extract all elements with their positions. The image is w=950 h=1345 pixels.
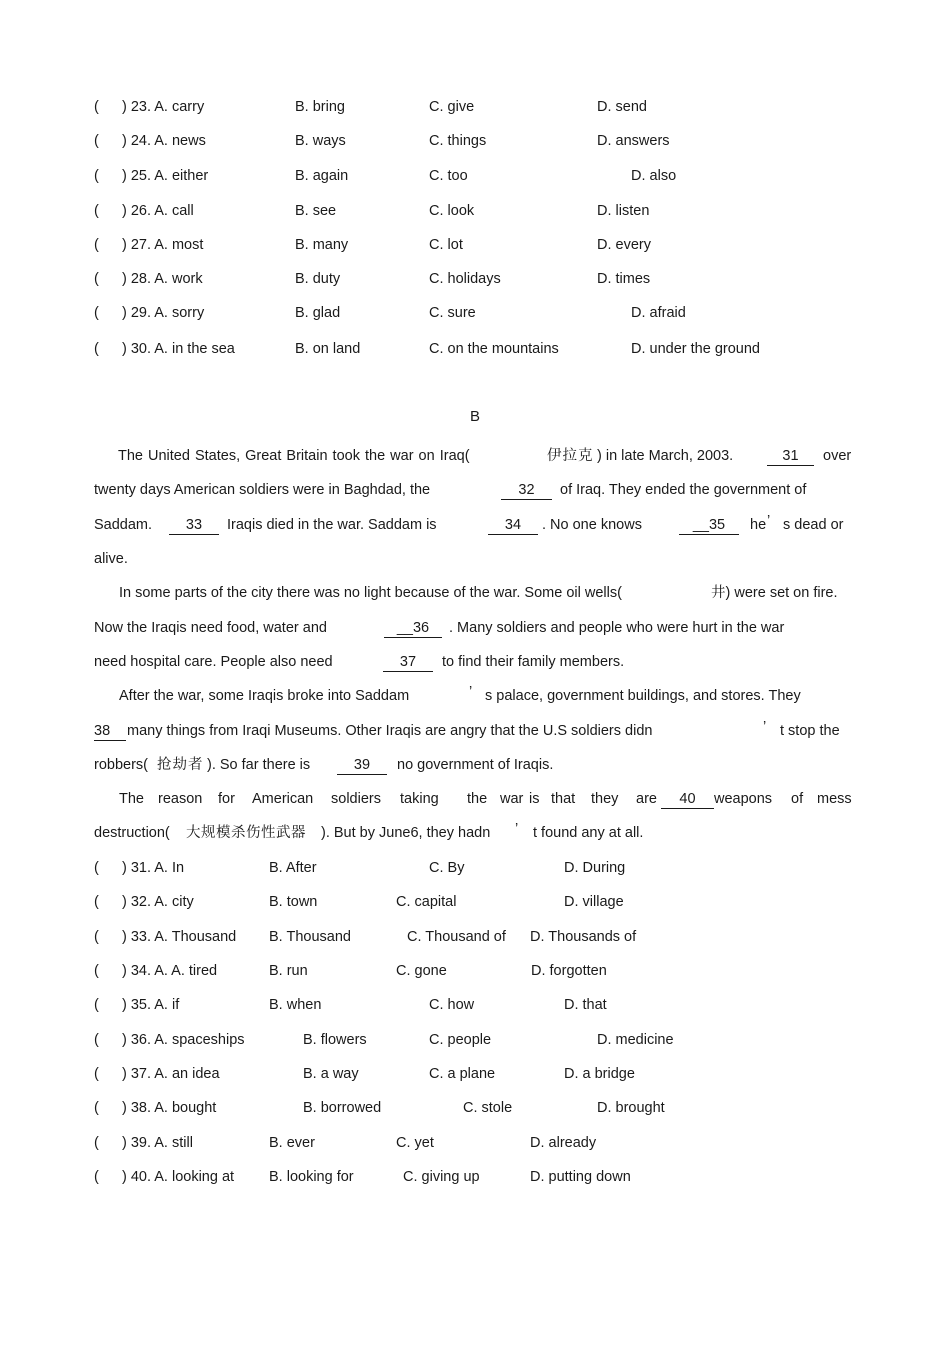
passage-line — [94, 789, 853, 809]
option-d: D. under the ground — [631, 341, 760, 357]
option-c: C. lot — [429, 237, 463, 253]
passage-text: 伊拉克 — [547, 448, 594, 464]
option-d: D. During — [564, 860, 626, 876]
passage-text: mess — [817, 791, 852, 807]
passage-text: he — [750, 517, 767, 533]
option-c: C. people — [429, 1032, 492, 1048]
passage-text: are — [636, 791, 657, 807]
answer-paren[interactable]: ( — [94, 963, 99, 979]
blank-37[interactable] — [383, 652, 433, 672]
option-d: D. afraid — [631, 305, 686, 321]
question-stem: ) 26. A. call — [122, 203, 194, 219]
option-b: B. duty — [295, 271, 341, 287]
passage-text: of — [791, 791, 804, 807]
option-c: C. By — [429, 860, 465, 876]
answer-paren[interactable]: ( — [94, 894, 99, 910]
option-c: C. give — [429, 99, 475, 115]
blank-number: 34 — [488, 516, 538, 535]
blank-38[interactable] — [94, 721, 126, 741]
option-c: C. look — [429, 203, 475, 219]
option-c: C. how — [429, 997, 475, 1013]
answer-paren[interactable]: ( — [94, 203, 99, 219]
answer-paren[interactable]: ( — [94, 99, 99, 115]
passage-text: In some parts of the city there was no light because of the war. Some oil wells( — [119, 585, 622, 601]
question-stem: ) 40. A. looking at — [122, 1169, 235, 1185]
passage-line — [94, 721, 853, 741]
passage-text: reason — [158, 791, 203, 807]
option-d: D. brought — [597, 1100, 665, 1116]
answer-paren[interactable]: ( — [94, 305, 99, 321]
option-d: D. Thousands of — [530, 929, 637, 945]
passage-text: over — [823, 448, 852, 464]
passage-text: Iraqis died in the war. Saddam is — [227, 517, 437, 533]
blank-33[interactable] — [169, 515, 219, 535]
option-d: D. send — [597, 99, 647, 115]
blank-number: 40 — [661, 790, 714, 809]
blank-number: __35 — [679, 516, 739, 535]
option-c: C. holidays — [429, 271, 501, 287]
answer-paren[interactable]: ( — [94, 168, 99, 184]
passage-text: to find their family members. — [442, 654, 625, 670]
blank-36[interactable] — [384, 618, 442, 638]
answer-paren[interactable]: ( — [94, 1066, 99, 1082]
section-heading: B — [469, 408, 480, 425]
question-stem: ) 37. A. an idea — [122, 1066, 220, 1082]
question-stem: ) 38. A. bought — [122, 1100, 217, 1116]
question-stem: ) 29. A. sorry — [122, 305, 205, 321]
option-b: B. see — [295, 203, 337, 219]
passage-text: of Iraq. They ended the government of — [560, 482, 807, 498]
option-c: C. stole — [463, 1100, 513, 1116]
option-b: B. run — [269, 963, 308, 979]
option-c: C. gone — [396, 963, 447, 979]
option-c: C. things — [429, 133, 487, 149]
blank-34[interactable] — [488, 515, 538, 535]
passage-text: destruction( — [94, 825, 170, 841]
option-c: C. yet — [396, 1135, 434, 1151]
passage-line — [94, 515, 853, 535]
option-c: C. giving up — [403, 1169, 480, 1185]
answer-paren[interactable]: ( — [94, 860, 99, 876]
answer-paren[interactable]: ( — [94, 929, 99, 945]
option-c: C. on the mountains — [429, 341, 559, 357]
passage-line — [94, 823, 853, 843]
passage-text: ). But by June6, they hadn — [321, 825, 491, 841]
answer-paren[interactable]: ( — [94, 237, 99, 253]
blank-32[interactable] — [501, 480, 552, 500]
passage-text: ’ — [767, 513, 771, 529]
blank-number: 37 — [383, 653, 433, 672]
passage-text: 大规模杀伤性武器 — [186, 825, 306, 841]
passage-text: t found any at all. — [533, 825, 644, 841]
option-b: B. ways — [295, 133, 346, 149]
blank-number: 38 — [94, 722, 126, 741]
question-stem: ) 25. A. either — [122, 168, 209, 184]
passage-line — [94, 446, 853, 466]
blank-number: 39 — [337, 756, 387, 775]
passage-text: ’ — [515, 821, 519, 837]
passage-text: ’ — [763, 719, 767, 735]
answer-paren[interactable]: ( — [94, 271, 99, 287]
passage-text: Saddam. — [94, 517, 153, 533]
option-d: D. already — [530, 1135, 597, 1151]
passage-text: weapons — [714, 791, 773, 807]
passage-line — [94, 652, 853, 672]
option-c: C. Thousand of — [407, 929, 506, 945]
option-b: B. glad — [295, 305, 341, 321]
question-stem: ) 32. A. city — [122, 894, 194, 910]
passage-text: . Many soldiers and people who were hurt in the war — [449, 620, 785, 636]
passage-text: no government of Iraqis. — [397, 757, 554, 773]
option-d: D. listen — [597, 203, 650, 219]
blank-40[interactable] — [661, 789, 714, 809]
passage-text: robbers( — [94, 757, 148, 773]
passage-line — [94, 618, 853, 638]
option-b: B. ever — [269, 1135, 315, 1151]
option-b: B. flowers — [303, 1032, 367, 1048]
option-b: B. on land — [295, 341, 361, 357]
question-stem: ) 36. A. spaceships — [122, 1032, 245, 1048]
passage-text: the — [467, 791, 488, 807]
question-stem: ) 23. A. carry — [122, 99, 205, 115]
question-stem: ) 33. A. Thousand — [122, 929, 237, 945]
blank-number: 31 — [767, 447, 814, 466]
option-d: D. also — [631, 168, 677, 184]
passage-text: that — [551, 791, 576, 807]
option-d: D. every — [597, 237, 651, 253]
question-stem: ) 27. A. most — [122, 237, 204, 253]
option-b: B. town — [269, 894, 318, 910]
question-stem: ) 24. A. news — [122, 133, 206, 149]
passage-text: s palace, government buildings, and stores. They — [485, 688, 801, 704]
passage-text: is — [529, 791, 540, 807]
passage-text: The — [119, 791, 144, 807]
passage-line — [94, 755, 853, 775]
passage-text: war — [500, 791, 524, 807]
option-b: B. many — [295, 237, 349, 253]
passage-text: taking — [400, 791, 439, 807]
passage-text: After the war, some Iraqis broke into Saddam — [119, 688, 410, 704]
passage-text: twenty days American soldiers were in Baghdad, the — [94, 482, 431, 498]
option-b: B. looking for — [269, 1169, 354, 1185]
passage-text: alive. — [94, 551, 128, 567]
option-b: B. Thousand — [269, 929, 351, 945]
option-c: C. too — [429, 168, 468, 184]
option-d: D. times — [597, 271, 651, 287]
blank-39[interactable] — [337, 755, 387, 775]
passage-line — [94, 480, 853, 500]
option-c: C. sure — [429, 305, 476, 321]
passage-text: many things from Iraqi Museums. Other Iraqis are angry that the U.S soldiers didn — [127, 723, 653, 739]
passage-text: ). So far there is — [207, 757, 311, 773]
question-stem: ) 30. A. in the sea — [122, 341, 235, 357]
answer-paren[interactable]: ( — [94, 1135, 99, 1151]
blank-number: 32 — [501, 481, 552, 500]
passage-line — [94, 549, 853, 569]
question-stem: ) 39. A. still — [122, 1135, 193, 1151]
option-d: D. medicine — [597, 1032, 674, 1048]
passage-text: Now the Iraqis need food, water and — [94, 620, 327, 636]
passage-text: The United States, Great Britain took the war on Iraq( — [118, 448, 470, 464]
question-stem: ) 31. A. In — [122, 860, 185, 876]
passage-text: they — [591, 791, 619, 807]
blank-31[interactable] — [767, 446, 814, 466]
option-b: B. when — [269, 997, 322, 1013]
blank-35[interactable] — [679, 515, 739, 535]
passage-text: ’ — [469, 684, 473, 700]
option-b: B. again — [295, 168, 349, 184]
passage-text: American — [252, 791, 314, 807]
passage-text: for — [218, 791, 235, 807]
answer-paren[interactable]: ( — [94, 1169, 99, 1185]
option-c: C. a plane — [429, 1066, 496, 1082]
answer-paren[interactable]: ( — [94, 1032, 99, 1048]
option-d: D. a bridge — [564, 1066, 635, 1082]
option-d: D. putting down — [530, 1169, 631, 1185]
option-d: D. answers — [597, 133, 670, 149]
passage-text: . No one knows — [542, 517, 642, 533]
passage-line — [94, 583, 853, 603]
question-stem: ) 28. A. work — [122, 271, 203, 287]
passage-text: t stop the — [780, 723, 840, 739]
passage-text: s dead or — [783, 517, 844, 533]
option-b: B. a way — [303, 1066, 359, 1082]
passage-text: 抢劫者 — [157, 757, 204, 773]
option-d: D. forgotten — [531, 963, 607, 979]
question-stem: ) 34. A. A. tired — [122, 963, 218, 979]
question-stem: ) 35. A. if — [122, 997, 180, 1013]
blank-number: __36 — [384, 619, 442, 638]
option-b: B. bring — [295, 99, 345, 115]
answer-paren[interactable]: ( — [94, 997, 99, 1013]
option-b: B. After — [269, 860, 317, 876]
answer-paren[interactable]: ( — [94, 1100, 99, 1116]
passage-text: soldiers — [331, 791, 381, 807]
option-d: D. that — [564, 997, 607, 1013]
option-d: D. village — [564, 894, 624, 910]
answer-paren[interactable]: ( — [94, 133, 99, 149]
option-b: B. borrowed — [303, 1100, 382, 1116]
answer-paren[interactable]: ( — [94, 341, 99, 357]
passage-text: 井) were set on fire. — [711, 585, 838, 601]
passage-text: need hospital care. People also need — [94, 654, 333, 670]
option-c: C. capital — [396, 894, 457, 910]
passage-text: ) in late March, 2003. — [597, 448, 734, 464]
blank-number: 33 — [169, 516, 219, 535]
passage-line — [94, 686, 853, 706]
